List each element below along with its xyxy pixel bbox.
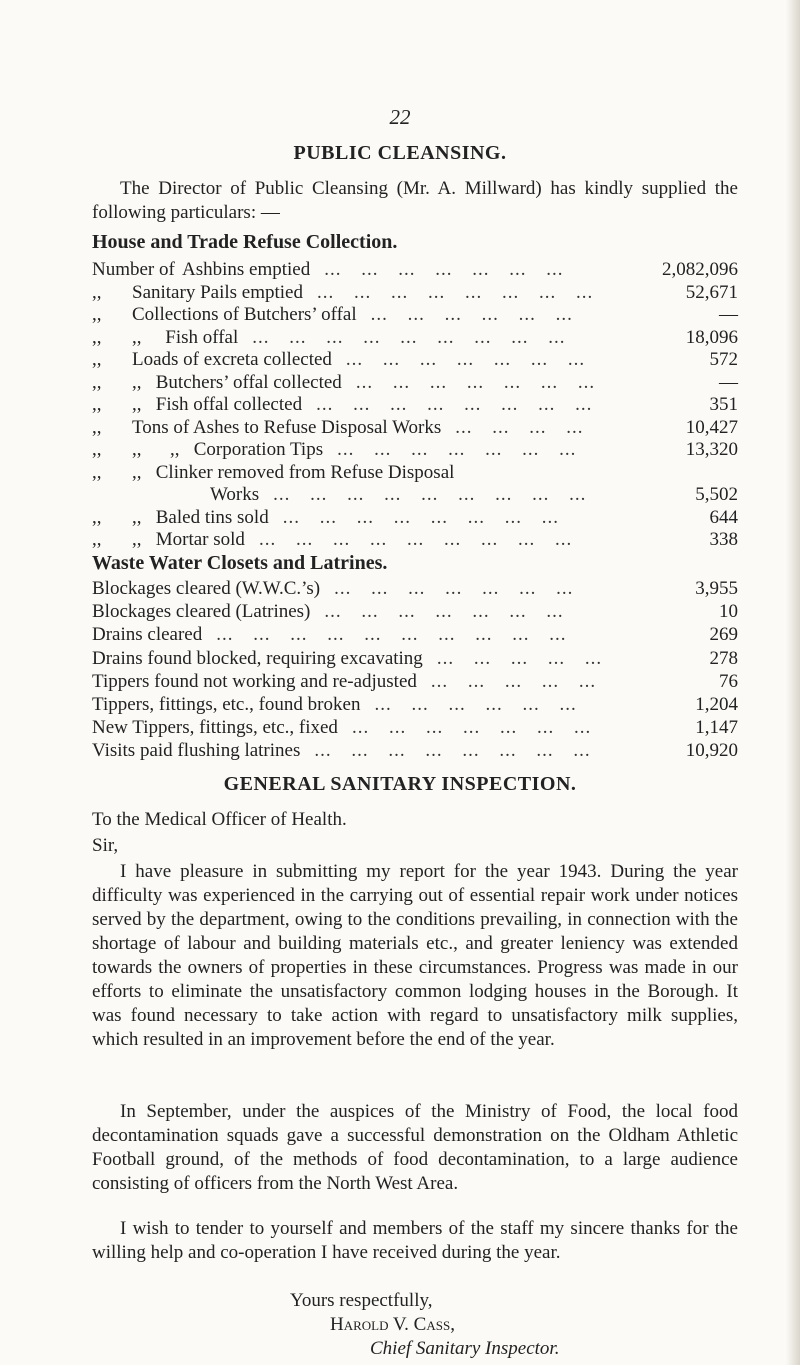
table-row (92, 506, 738, 530)
row-prefix: Number of (92, 259, 175, 280)
row-label: Ashbins emptied (182, 259, 311, 280)
row-value: — (719, 371, 738, 393)
inspection-title: GENERAL SANITARY INSPECTION. (223, 773, 577, 795)
table-row (92, 461, 738, 485)
table-row (92, 371, 738, 395)
row-label: ,, Fish offal collected (132, 394, 303, 415)
row-value: 269 (709, 624, 738, 646)
section-title-public-cleansing: PUBLIC CLEANSING. (293, 142, 507, 164)
table-row (92, 716, 738, 740)
leader-dots: ... ... ... ... ... ... ... ... ... (273, 484, 587, 505)
row-value: 52,671 (685, 281, 738, 303)
leader-dots: ... ... ... ... ... ... ... ... ... (258, 529, 573, 550)
row-value: 10 (719, 601, 738, 623)
row-label: Tippers found not working and re-adjusted (92, 670, 417, 692)
row-label: ,, Baled tins sold (132, 506, 269, 528)
page-edge-shadow (786, 0, 800, 1365)
row-value: 572 (709, 349, 738, 370)
row-prefix: ,, (92, 529, 102, 550)
row-label: ,, ,, Corporation Tips (132, 439, 324, 460)
row-label: Visits paid flushing latrines (92, 740, 301, 762)
leader-dots: ... ... ... ... ... ... ... (351, 717, 592, 739)
report-paragraph-2: In September, under the auspices of the Ministry of Food, the local food decontamination squads gave a successful demonstration on the Oldham Athletic Football ground, of the methods of food decontamination, to a large audience consisting of officers from the North West Area. (92, 1101, 738, 1194)
salutation: Sir, (92, 835, 119, 856)
row-label: Loads of excreta collected (132, 349, 332, 370)
table-row (92, 438, 738, 462)
leader-dots: ... ... ... ... (455, 416, 584, 438)
row-label: Tons of Ashes to Refuse Disposal Works (132, 416, 442, 438)
leader-dots: ... ... ... ... ... ... ... (334, 578, 574, 599)
table-row (92, 739, 738, 763)
row-label: ,, Mortar sold (132, 529, 245, 550)
row-label: New Tippers, fittings, etc., fixed (92, 717, 338, 739)
leader-dots: ... ... ... ... ... ... ... ... (316, 394, 593, 415)
leader-dots: ... ... ... ... ... ... ... (355, 371, 596, 393)
table-row (92, 303, 738, 327)
report-paragraph-3: I wish to tender to yourself and members of the staff my sincere thanks for the willing help and co-operation I have received during the year. (92, 1218, 738, 1263)
table-row (92, 693, 738, 717)
refuse-heading: House and Trade Refuse Collection. (92, 231, 398, 253)
leader-dots: ... ... ... ... ... (430, 670, 597, 692)
addressee: To the Medical Officer of Health. (92, 809, 347, 830)
table-row (92, 393, 738, 417)
table-row (92, 258, 738, 282)
row-value: 644 (709, 506, 738, 528)
row-label: ,, Clinker removed from Refuse Disposal (132, 461, 455, 483)
row-prefix: ,, (92, 281, 102, 303)
page-number: 22 (389, 105, 411, 129)
row-prefix: ,, (92, 371, 102, 393)
row-label: Tippers, fittings, etc., found broken (92, 694, 361, 715)
row-value: 3,955 (695, 578, 738, 599)
leader-dots: ... ... ... ... ... ... ... (324, 259, 564, 280)
table-row (92, 623, 738, 647)
leader-dots: ... ... ... ... ... ... ... ... ... ... (216, 624, 567, 646)
row-value: — (719, 304, 738, 325)
row-prefix: ,, (92, 349, 102, 370)
row-value: 351 (709, 394, 738, 415)
signature: Harold V. Cass, (330, 1314, 455, 1335)
waste-heading: Waste Water Closets and Latrines. (92, 552, 388, 574)
row-value: 76 (719, 670, 738, 692)
row-prefix: ,, (92, 461, 102, 483)
row-label: Drains cleared (92, 624, 203, 646)
leader-dots: ... ... ... ... ... ... ... (324, 601, 564, 623)
row-prefix: ,, (92, 304, 102, 325)
table-row (92, 281, 738, 305)
row-label: Blockages cleared (W.W.C.’s) (92, 578, 321, 599)
table-row (92, 670, 738, 694)
row-value: 10,427 (685, 416, 738, 438)
leader-dots: ... ... ... ... ... ... (374, 694, 577, 715)
leader-dots: ... ... ... ... ... ... ... (345, 349, 586, 370)
leader-dots: ... ... ... ... ... ... ... ... (316, 281, 594, 303)
row-label: Sanitary Pails emptied (132, 281, 303, 303)
table-row (92, 416, 738, 440)
table-row (92, 528, 738, 552)
leader-dots: ... ... ... ... ... ... ... ... (282, 506, 559, 528)
row-prefix: ,, (92, 506, 102, 528)
row-label: Blockages cleared (Latrines) (92, 601, 311, 623)
table-row (92, 326, 738, 350)
row-value: 338 (709, 529, 738, 550)
row-prefix: ,, (92, 326, 102, 348)
row-label: Collections of Butchers’ offal (132, 304, 357, 325)
table-row (92, 647, 738, 671)
row-value: 278 (709, 647, 738, 669)
report-paragraph-1: I have pleasure in submitting my report for the year 1943. During the year difficulty was experienced in the carrying out of essential repair work under notices served by the department, owing to the conditions prevailing, in connection with the shortage of labour and building materials etc., and greater leniency was extended towards the owners of properties in these circumstances. Progress was made in our efforts to eliminate the unsatisfactory common lodging houses in the Borough. It was found necessary to take action with regard to unsatisfactory milk supplies, which resulted in an improvement before the end of the year. (92, 861, 738, 1050)
row-value: 5,502 (695, 484, 738, 505)
row-label: Works (210, 484, 260, 505)
row-value: 1,147 (695, 717, 738, 739)
row-prefix: ,, (92, 394, 102, 415)
row-value: 10,920 (685, 740, 738, 762)
row-value: 1,204 (695, 694, 738, 715)
table-row (92, 577, 738, 601)
leader-dots: ... ... ... ... ... ... ... ... ... (252, 326, 566, 348)
row-value: 2,082,096 (662, 259, 738, 280)
row-prefix: ,, (92, 416, 102, 438)
leader-dots: ... ... ... ... ... (436, 647, 603, 669)
leader-dots: ... ... ... ... ... ... ... ... (314, 740, 591, 762)
signatory-position: Chief Sanitary Inspector. (370, 1338, 560, 1359)
row-label: Drains found blocked, requiring excavating (92, 647, 423, 669)
row-value: 18,096 (685, 326, 738, 348)
row-value: 13,320 (685, 439, 738, 460)
intro-paragraph: The Director of Public Cleansing (Mr. A. Millward) has kindly supplied the following particulars: — (92, 178, 738, 223)
row-label: ,, Butchers’ offal collected (132, 371, 342, 393)
leader-dots: ... ... ... ... ... ... (370, 304, 573, 325)
table-row (92, 483, 738, 507)
leader-dots: ... ... ... ... ... ... ... (337, 439, 577, 460)
row-prefix: ,, (92, 439, 102, 460)
table-row (92, 348, 738, 372)
table-row (92, 600, 738, 624)
row-label: ,, Fish offal (132, 326, 239, 348)
closing: Yours respectfully, (290, 1290, 433, 1311)
